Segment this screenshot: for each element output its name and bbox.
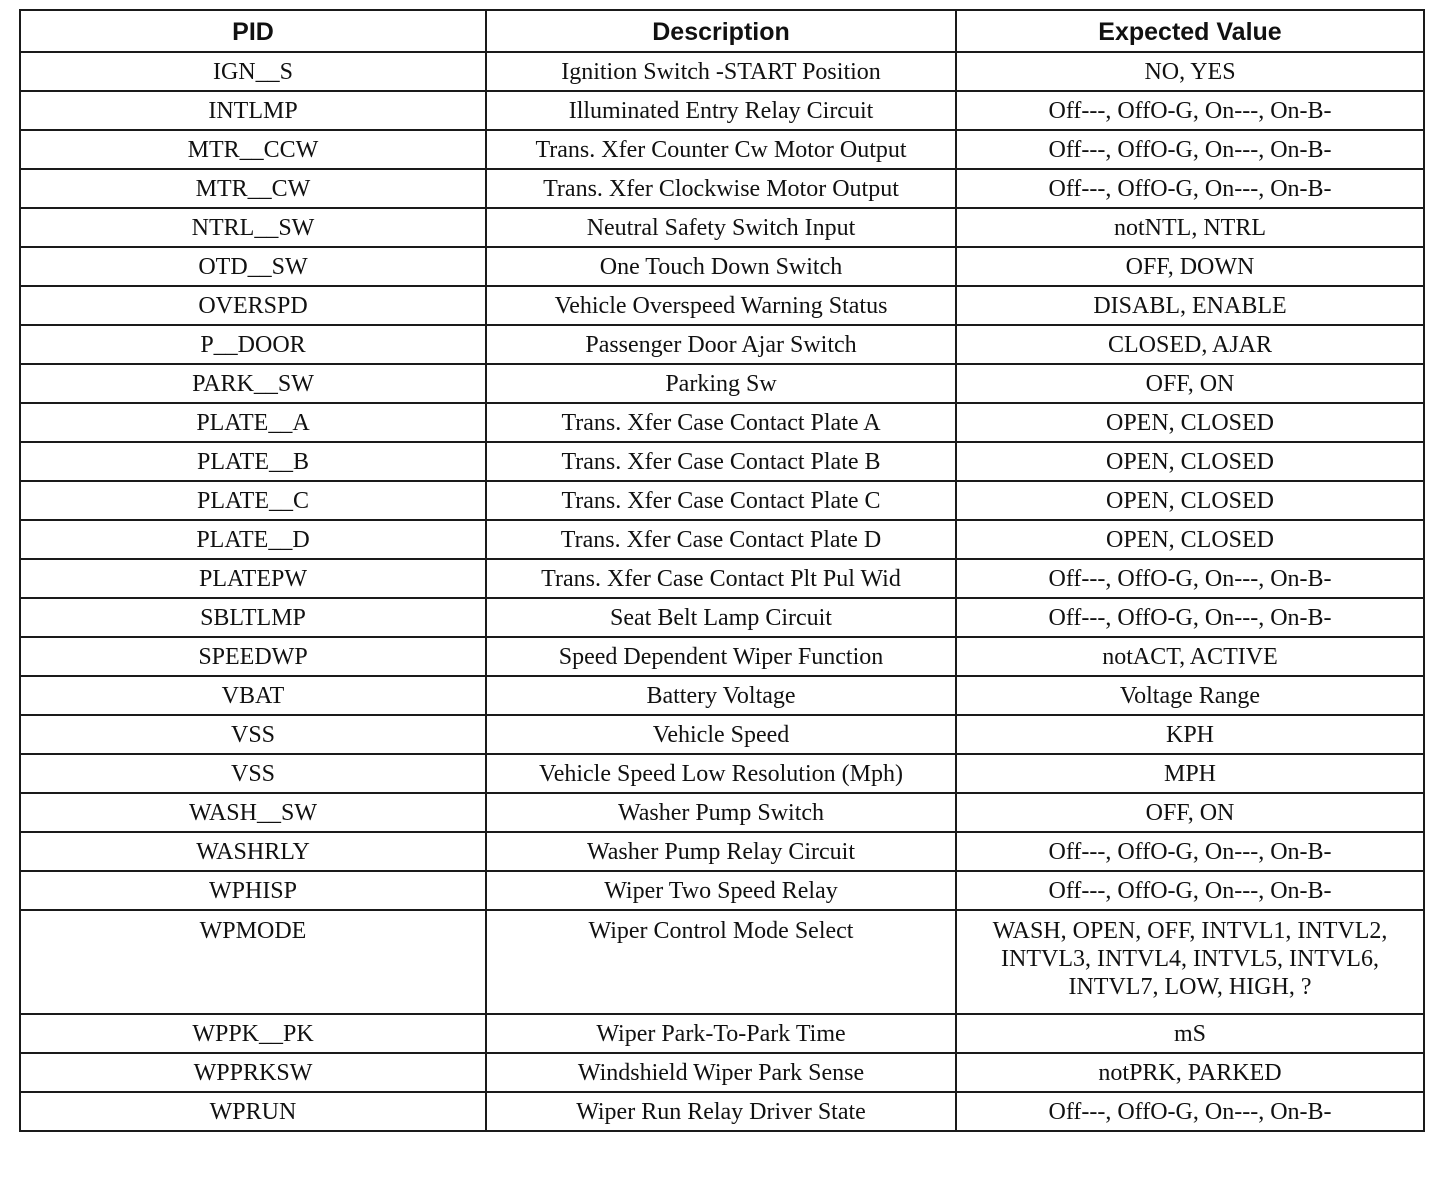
pid-cell: NTRL__SW — [20, 208, 486, 247]
table-row — [20, 130, 1424, 169]
expected-value-cell: MPH — [956, 754, 1424, 793]
table-row — [20, 403, 1424, 442]
pid-cell: PLATE__B — [20, 442, 486, 481]
description-cell: Seat Belt Lamp Circuit — [486, 598, 956, 637]
expected-value-cell: mS — [956, 1014, 1424, 1053]
description-cell: Trans. Xfer Case Contact Plate B — [486, 442, 956, 481]
expected-value-cell: Off---, OffO-G, On---, On-B- — [956, 1092, 1424, 1131]
table-row — [20, 1053, 1424, 1092]
pid-cell: INTLMP — [20, 91, 486, 130]
table-row — [20, 559, 1424, 598]
description-cell: Windshield Wiper Park Sense — [486, 1053, 956, 1092]
table-row — [20, 91, 1424, 130]
expected-value-cell: Off---, OffO-G, On---, On-B- — [956, 598, 1424, 637]
expected-value-cell: notPRK, PARKED — [956, 1053, 1424, 1092]
table-header-row — [20, 10, 1424, 52]
expected-value-cell: OFF, ON — [956, 793, 1424, 832]
table-row — [20, 715, 1424, 754]
table-row — [20, 871, 1424, 910]
description-cell: Wiper Park-To-Park Time — [486, 1014, 956, 1053]
expected-value-cell: Off---, OffO-G, On---, On-B- — [956, 91, 1424, 130]
pid-cell: VSS — [20, 754, 486, 793]
table-row — [20, 520, 1424, 559]
description-cell: Trans. Xfer Case Contact Plate C — [486, 481, 956, 520]
expected-value-cell: KPH — [956, 715, 1424, 754]
table-row — [20, 364, 1424, 403]
description-column-header: Description — [486, 10, 956, 52]
expected-value-cell: OFF, ON — [956, 364, 1424, 403]
pid-column-header: PID — [20, 10, 486, 52]
table-row — [20, 286, 1424, 325]
expected-value-cell: Off---, OffO-G, On---, On-B- — [956, 832, 1424, 871]
expected-value-cell: notACT, ACTIVE — [956, 637, 1424, 676]
pid-cell: PLATE__C — [20, 481, 486, 520]
table-row — [20, 247, 1424, 286]
description-cell: Vehicle Overspeed Warning Status — [486, 286, 956, 325]
expected-value-cell: OPEN, CLOSED — [956, 442, 1424, 481]
pid-cell: SPEEDWP — [20, 637, 486, 676]
expected-value-cell: Off---, OffO-G, On---, On-B- — [956, 871, 1424, 910]
description-cell: Vehicle Speed Low Resolution (Mph) — [486, 754, 956, 793]
description-cell: Trans. Xfer Case Contact Plate D — [486, 520, 956, 559]
pid-cell: WPPK__PK — [20, 1014, 486, 1053]
expected-value-cell: OPEN, CLOSED — [956, 481, 1424, 520]
pid-cell: VSS — [20, 715, 486, 754]
table-row — [20, 676, 1424, 715]
description-cell: Wiper Control Mode Select — [486, 910, 956, 1014]
table-row — [20, 208, 1424, 247]
pid-cell: WASH__SW — [20, 793, 486, 832]
pid-cell: PLATE__A — [20, 403, 486, 442]
pid-cell: MTR__CCW — [20, 130, 486, 169]
description-cell: Illuminated Entry Relay Circuit — [486, 91, 956, 130]
expected-value-cell: NO, YES — [956, 52, 1424, 91]
description-cell: Neutral Safety Switch Input — [486, 208, 956, 247]
description-cell: Trans. Xfer Case Contact Plate A — [486, 403, 956, 442]
pid-expected-values-table — [19, 9, 1425, 1132]
table-row — [20, 481, 1424, 520]
description-cell: Washer Pump Switch — [486, 793, 956, 832]
table-body — [20, 52, 1424, 1131]
pid-cell: OTD__SW — [20, 247, 486, 286]
pid-cell: IGN__S — [20, 52, 486, 91]
pid-cell: WPPRKSW — [20, 1053, 486, 1092]
expected-value-cell: Off---, OffO-G, On---, On-B- — [956, 130, 1424, 169]
pid-cell: WPHISP — [20, 871, 486, 910]
table-row — [20, 52, 1424, 91]
description-cell: Passenger Door Ajar Switch — [486, 325, 956, 364]
description-cell: One Touch Down Switch — [486, 247, 956, 286]
description-cell: Washer Pump Relay Circuit — [486, 832, 956, 871]
expected-value-cell: DISABL, ENABLE — [956, 286, 1424, 325]
table-row — [20, 793, 1424, 832]
pid-cell: PLATEPW — [20, 559, 486, 598]
table-row — [20, 169, 1424, 208]
description-cell: Parking Sw — [486, 364, 956, 403]
table-row — [20, 1092, 1424, 1131]
expected-value-cell: Off---, OffO-G, On---, On-B- — [956, 169, 1424, 208]
expected-value-cell: CLOSED, AJAR — [956, 325, 1424, 364]
description-cell: Battery Voltage — [486, 676, 956, 715]
pid-cell: OVERSPD — [20, 286, 486, 325]
pid-cell: SBLTLMP — [20, 598, 486, 637]
description-cell: Trans. Xfer Clockwise Motor Output — [486, 169, 956, 208]
description-cell: Vehicle Speed — [486, 715, 956, 754]
expected-value-cell: WASH, OPEN, OFF, INTVL1, INTVL2, INTVL3, INTVL4, INTVL5, INTVL6, INTVL7, LOW, HIGH, ? — [956, 910, 1424, 1014]
expected-value-cell: Voltage Range — [956, 676, 1424, 715]
expected-value-cell: OPEN, CLOSED — [956, 403, 1424, 442]
expected-value-cell: OFF, DOWN — [956, 247, 1424, 286]
table-row — [20, 325, 1424, 364]
pid-cell: WASHRLY — [20, 832, 486, 871]
expected-value-cell: Off---, OffO-G, On---, On-B- — [956, 559, 1424, 598]
pid-cell: PLATE__D — [20, 520, 486, 559]
pid-cell: WPMODE — [20, 910, 486, 1014]
pid-cell: P__DOOR — [20, 325, 486, 364]
description-cell: Trans. Xfer Case Contact Plt Pul Wid — [486, 559, 956, 598]
table-row — [20, 910, 1424, 1014]
pid-cell: WPRUN — [20, 1092, 486, 1131]
table-row — [20, 442, 1424, 481]
table-row — [20, 1014, 1424, 1053]
description-cell: Ignition Switch -START Position — [486, 52, 956, 91]
expected-value-cell: OPEN, CLOSED — [956, 520, 1424, 559]
table-row — [20, 637, 1424, 676]
table-row — [20, 754, 1424, 793]
pid-cell: VBAT — [20, 676, 486, 715]
description-cell: Trans. Xfer Counter Cw Motor Output — [486, 130, 956, 169]
description-cell: Speed Dependent Wiper Function — [486, 637, 956, 676]
table-row — [20, 598, 1424, 637]
description-cell: Wiper Run Relay Driver State — [486, 1092, 956, 1131]
pid-cell: MTR__CW — [20, 169, 486, 208]
description-cell: Wiper Two Speed Relay — [486, 871, 956, 910]
pid-cell: PARK__SW — [20, 364, 486, 403]
expected-value-column-header: Expected Value — [956, 10, 1424, 52]
expected-value-cell: notNTL, NTRL — [956, 208, 1424, 247]
table-row — [20, 832, 1424, 871]
